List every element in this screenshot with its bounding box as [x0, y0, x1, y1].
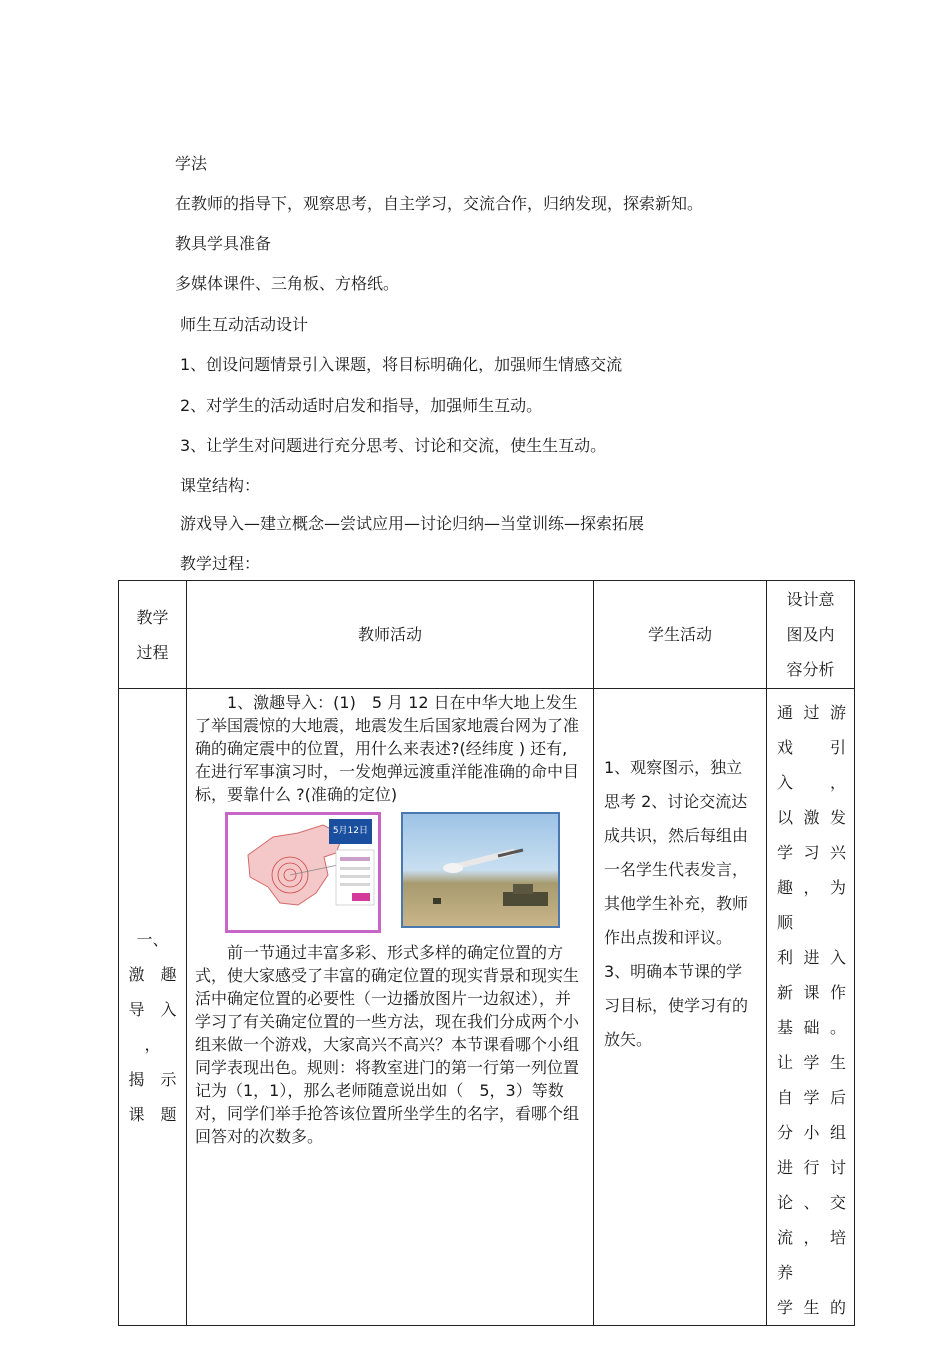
design-line: 让学生	[777, 1053, 848, 1072]
earthquake-map-image	[225, 812, 381, 933]
header-design-line2: 图及内	[786, 625, 835, 644]
design-analysis-cell	[767, 689, 855, 1326]
map-date-label: 5月12日	[329, 819, 372, 844]
design-line: 流，培养	[777, 1228, 848, 1282]
process-heading: 教学过程：	[180, 554, 261, 573]
design-line: 基础。	[777, 1018, 848, 1037]
interaction-heading: 师生互动活动设计	[180, 315, 309, 334]
structure-text: 游戏导入—建立概念—尝试应用—讨论归纳—当堂训练—探索拓展	[180, 514, 645, 533]
design-line: 进行讨	[777, 1158, 848, 1177]
design-line: 以激发	[777, 808, 848, 827]
stage-line: ，	[144, 1034, 161, 1054]
design-line: 通过游	[777, 703, 848, 722]
tools-heading: 教具学具准备	[175, 234, 272, 253]
illustrations	[225, 812, 585, 933]
missile-launch-photo	[401, 812, 560, 928]
stage-line: 课 题	[128, 1104, 177, 1124]
lesson-process-table	[118, 580, 855, 1326]
design-line: 论、交	[777, 1193, 848, 1212]
header-student: 学生活动	[594, 581, 767, 689]
design-line: 自学后	[777, 1088, 848, 1107]
stage-line: 一、	[136, 929, 169, 949]
design-line: 利进入	[777, 948, 848, 967]
interaction-item-2: 2、对学生的活动适时启发和指导，加强师生互动。	[180, 396, 543, 415]
missile-photo-graphic	[403, 814, 558, 926]
teacher-paragraph-game: 前一节通过丰富多彩、形式多样的确定位置的方式，使大家感受了丰富的确定位置的现实背景和现实生活中确定位置的必要性（一边播放图片一边叙述），并学习了有关确定位置的一些方法，现在我们分成两个小组来做一个游戏，大家高兴不高兴？本节课看哪个小组同学表现出色。规则：将教室进门的第一行第一列位置记为（1，1），那么老师随意说出如（ 5，3）等数对，同学们举手抢答该位置所坐学生的名字，看哪个组回答对的次数多。	[195, 943, 580, 1146]
study-method-heading: 学法	[175, 154, 208, 173]
stage-line: 揭 示	[128, 1069, 177, 1089]
header-design-line1: 设计意	[786, 590, 835, 609]
student-activity-cell: 1、观察图示，独立思考 2、讨论交流达成共识，然后每组由一名学生代表发言，其他学生补充，教师作出点拨和评议。 3、明确本节课的学习目标，使学习有的放矢。	[594, 689, 767, 1326]
design-line: 学生的	[777, 1298, 848, 1317]
stage-line: 激 趣	[128, 964, 177, 984]
header-design	[767, 581, 855, 689]
study-method-text: 在教师的指导下，观察思考，自主学习，交流合作，归纳发现，探索新知。	[175, 194, 704, 213]
header-design-line3: 容分析	[786, 660, 835, 679]
stage-line: 导 入	[128, 999, 177, 1019]
interaction-item-3: 3、让学生对问题进行充分思考、讨论和交流，使生生互动。	[180, 436, 607, 455]
design-line: 分小组	[777, 1123, 848, 1142]
teacher-activity-cell	[187, 689, 594, 1326]
header-process-line2: 过程	[136, 642, 169, 662]
teacher-paragraph-intro: 1、激趣导入：(1) 5 月 12 日在中华大地上发生了举国震惊的大地震，地震发生后国家地震台网为了准确的确定震中的位置，用什么来表述?(经纬度 ) 还有, 在进行军事演习时，一发炮弹远渡重洋能准确的命中目标，要靠什么 ?(准确的定位)	[195, 693, 580, 804]
interaction-item-1: 1、创设问题情景引入课题，将目标明确化，加强师生情感交流	[180, 355, 623, 374]
tools-text: 多媒体课件、三角板、方格纸。	[175, 274, 400, 293]
table-row	[119, 689, 855, 1326]
structure-heading: 课堂结构：	[180, 476, 261, 495]
table-header-row	[119, 581, 855, 689]
design-line: 趣，为顺	[777, 878, 848, 932]
header-process-line1: 教学	[136, 607, 169, 627]
header-process	[119, 581, 187, 689]
design-line: 新课作	[777, 983, 848, 1002]
design-line: 学习兴	[777, 843, 848, 862]
design-line: 戏引入，	[777, 738, 848, 792]
stage-cell	[119, 689, 187, 1326]
header-teacher: 教师活动	[187, 581, 594, 689]
